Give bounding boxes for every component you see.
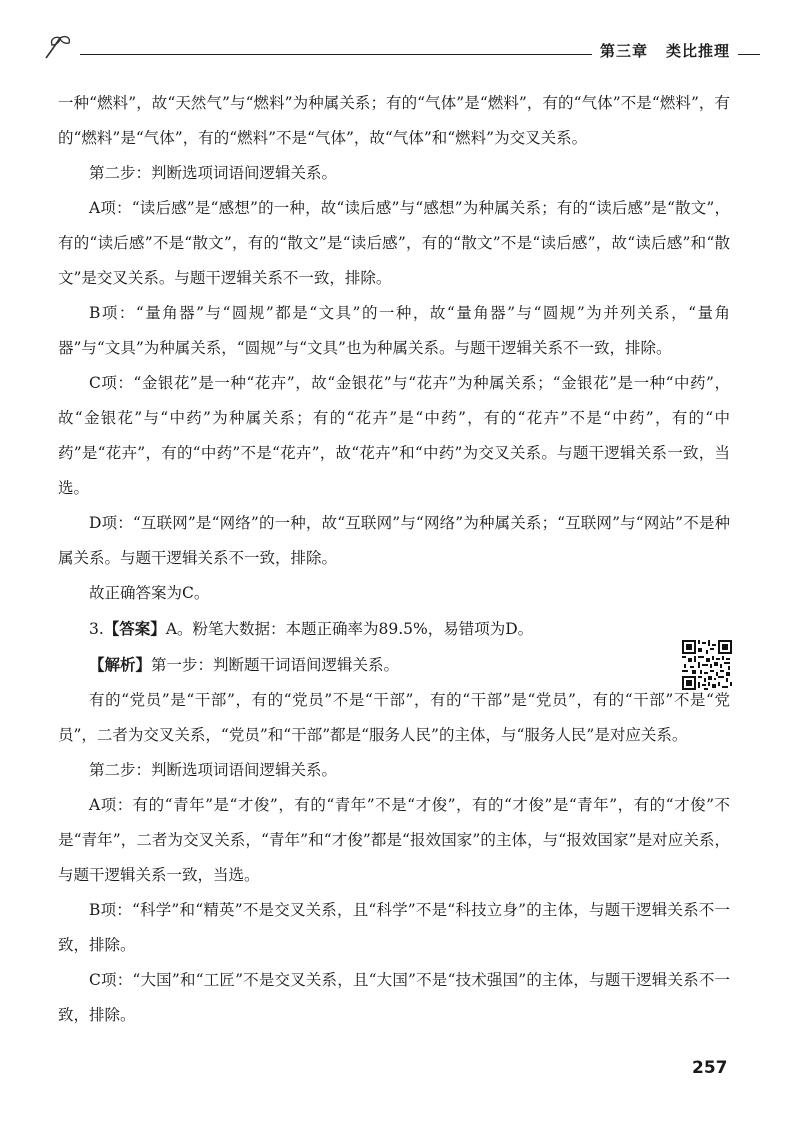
chapter-label: 第三章 bbox=[600, 42, 649, 60]
running-header bbox=[592, 40, 738, 61]
header-rule-left bbox=[80, 54, 616, 55]
leaf-icon bbox=[44, 34, 78, 60]
paragraph: B项：“量角器”与“圆规”都是“文具”的一种，故“量角器”与“圆规”为并列关系，“量角器”与“文具”为种属关系，“圆规”与“文具”也为种属关系。与题干逻辑关系不一致，排除。 bbox=[58, 304, 730, 357]
answer-label: 【答案】 bbox=[103, 619, 166, 638]
paragraph: C项：“金银花”是一种“花卉”，故“金银花”与“花卉”为种属关系；“金银花”是一种“中药”，故“金银花”与“中药”为种属关系；有的“花卉”是“中药”，有的“花卉”不是“中药”，有的“中药”是“花卉”，有的“中药”不是“花卉”，故“花卉”和“中药”为交叉关系。与题干逻辑关系一致，当选。 bbox=[58, 374, 730, 497]
section-title: 类比推理 bbox=[666, 42, 731, 60]
paragraph: 有的“党员”是“干部”，有的“党员”不是“干部”，有的“干部”是“党员”，有的“干部”不是“党员”，二者为交叉关系，“党员”和“干部”都是“服务人民”的主体，与“服务人民”是对应关系。 bbox=[58, 691, 730, 744]
paragraph: A项：有的“青年”是“才俊”，有的“青年”不是“才俊”，有的“才俊”是“青年”，有的“才俊”不是“青年”，二者为交叉关系，“青年”和“才俊”都是“报效国家”的主体，与“报效国家”是对应关系，与题干逻辑关系一致，当选。 bbox=[58, 796, 730, 884]
page-header bbox=[36, 30, 760, 64]
paragraph: B项：“科学”和“精英”不是交叉关系，且“科学”不是“科技立身”的主体，与题干逻辑关系不一致，排除。 bbox=[58, 901, 730, 954]
paragraph: D项：“互联网”是“网络”的一种，故“互联网”与“网络”为种属关系；“互联网”与“网站”不是种属关系。与题干逻辑关系不一致，排除。 bbox=[58, 514, 730, 567]
analysis-line bbox=[58, 647, 730, 683]
header-rule-right bbox=[736, 54, 760, 55]
paragraph: C项：“大国”和“工匠”不是交叉关系，且“大国”不是“技术强国”的主体，与题干逻辑关系不一致，排除。 bbox=[58, 971, 730, 1024]
page-number: 257 bbox=[692, 1058, 728, 1078]
qr-code-icon[interactable] bbox=[682, 640, 732, 690]
paragraph: 第二步：判断选项词语间逻辑关系。 bbox=[89, 164, 338, 182]
analysis-text: 第一步：判断题干词语间逻辑关系。 bbox=[151, 656, 400, 674]
question-number: 3. bbox=[89, 620, 104, 638]
analysis-label: 【解析】 bbox=[89, 655, 152, 674]
answer-line bbox=[58, 611, 730, 647]
body-text bbox=[58, 86, 730, 1033]
paragraph: 第二步：判断选项词语间逻辑关系。 bbox=[89, 761, 338, 779]
paragraph: 故正确答案为C。 bbox=[89, 584, 210, 602]
answer-text: A。粉笔大数据：本题正确率为89.5%，易错项为D。 bbox=[165, 620, 534, 638]
paragraph: 一种“燃料”，故“天然气”与“燃料”为种属关系；有的“气体”是“燃料”，有的“气体”不是“燃料”，有的“燃料”是“气体”，有的“燃料”不是“气体”，故“气体”和“燃料”为交叉关系。 bbox=[58, 94, 730, 147]
paragraph: A项：“读后感”是“感想”的一种，故“读后感”与“感想”为种属关系；有的“读后感”是“散文”，有的“读后感”不是“散文”，有的“散文”是“读后感”，有的“散文”不是“读后感”，故“读后感”和“散文”是交叉关系。与题干逻辑关系不一致，排除。 bbox=[58, 199, 730, 287]
